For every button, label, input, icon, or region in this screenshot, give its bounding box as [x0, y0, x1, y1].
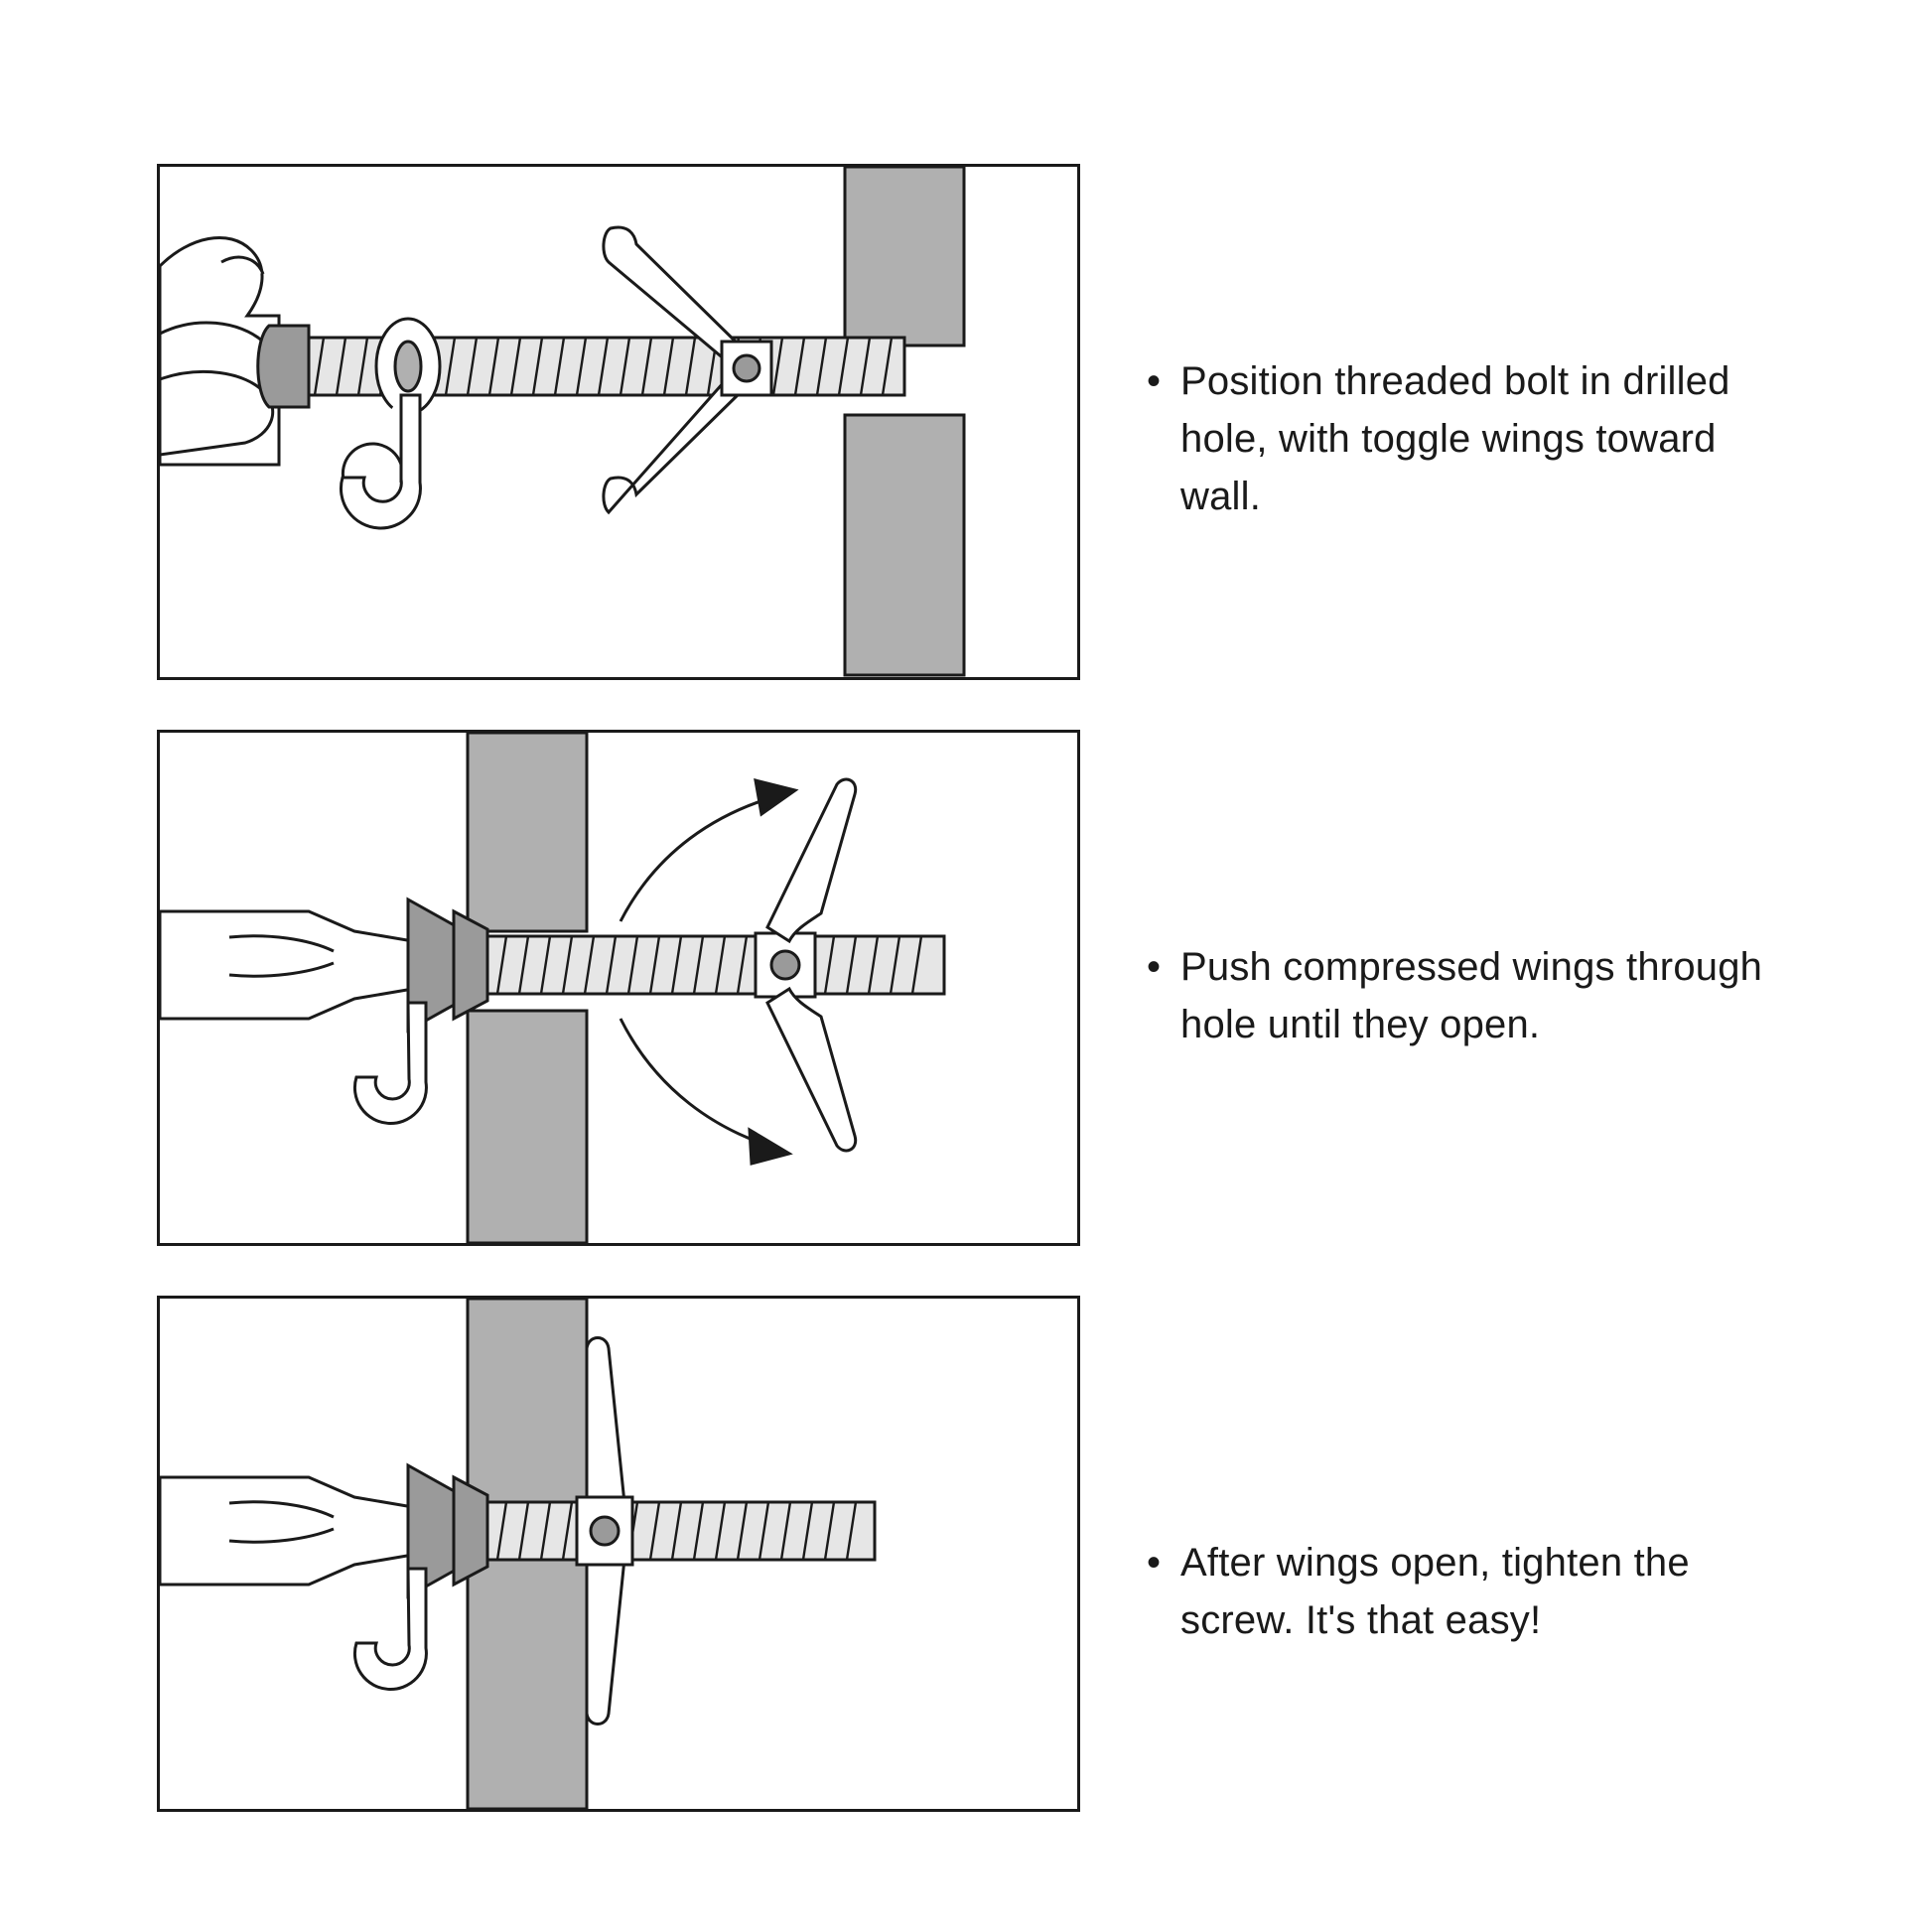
wall-section-upper — [468, 733, 587, 931]
caption-step-3 — [1147, 1534, 1802, 1649]
illustration-panel-2 — [157, 730, 1080, 1246]
caption-text-3: After wings open, tighten the screw. It's that easy! — [1180, 1541, 1690, 1642]
bullet-3: • — [1147, 1541, 1162, 1585]
tightened-screw-illustration — [160, 1299, 1077, 1809]
caption-text-1: Position threaded bolt in drilled hole, with toggle wings toward wall. — [1180, 359, 1730, 518]
threaded-bolt — [448, 1502, 875, 1560]
screwdriver — [160, 911, 413, 1019]
rotation-arrow-down — [621, 1019, 789, 1164]
bolt-head — [258, 326, 309, 407]
rotation-arrow-up — [621, 780, 795, 921]
illustration-panel-3 — [157, 1296, 1080, 1812]
wall-section-lower — [845, 415, 964, 675]
screwdriver — [160, 1477, 413, 1585]
threaded-bolt — [448, 936, 944, 994]
hook — [354, 1003, 426, 1124]
caption-step-2 — [1147, 938, 1822, 1053]
bullet-2: • — [1147, 945, 1162, 989]
hook — [354, 1569, 426, 1690]
wings-opening-illustration — [160, 733, 1077, 1243]
wall-section-upper — [845, 167, 964, 345]
hook — [341, 395, 420, 528]
wall-section-lower — [468, 1011, 587, 1243]
bullet-1: • — [1147, 359, 1162, 403]
caption-step-1 — [1147, 352, 1802, 525]
toggle-bolt-positioning-illustration — [160, 167, 1077, 677]
caption-text-2: Push compressed wings through hole until they open. — [1180, 945, 1763, 1046]
illustration-panel-1 — [157, 164, 1080, 680]
